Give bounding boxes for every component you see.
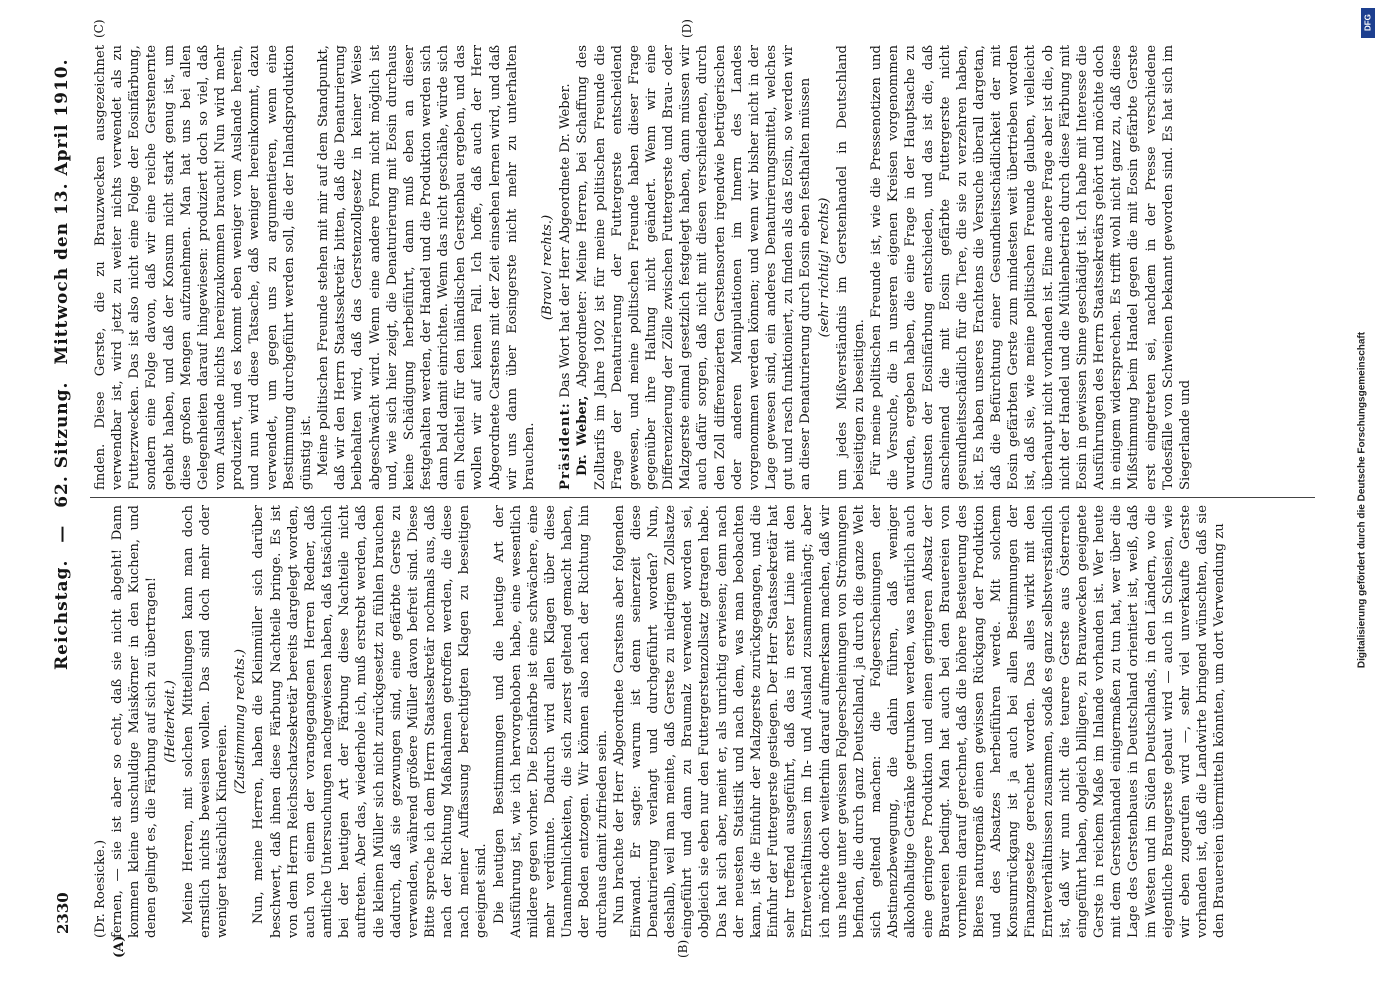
funding-note <box>1347 0 1377 1000</box>
running-head <box>52 40 78 940</box>
margin-marker-d: (D) <box>680 19 694 38</box>
page-number: 2330 <box>54 892 72 934</box>
session-date: Mittwoch den 13. April 1910. <box>52 58 72 365</box>
reaction-note: (Zustimmung rechts.) <box>233 648 249 795</box>
president-text: Das Wort hat der Herr Abgeordnete Dr. Weber. <box>558 83 574 398</box>
reaction-note: (Bravo! rechts.) <box>540 214 556 321</box>
margin-marker-c: (C) <box>92 19 106 38</box>
paragraph: fernen, — sie ist aber so echt, daß sie nicht abgeht! Dann kommen kleine unschuldige Maiskörner in den Kuchen, und denen gelingt es, die Färbung auf sich zu übertragen! <box>110 505 160 938</box>
paragraph: Die heutigen Bestimmungen und die heutige Art der Ausführung ist, wie ich hervorgehoben habe, eine wesentlich mildere gegen vorher. Die Eosinfarbe ist eine schwächere, eine mehr verdünnte. Dadurch wird allen Klagen über diese Unannehmlichkeiten, die sich zuerst geltend gemacht haben, der Boden entzogen. Wir können also nach der Richtung hin durchaus damit zufrieden sein. <box>491 505 610 938</box>
left-column <box>92 505 1317 938</box>
funding-note-text: Digitalisierung gefördert durch die Deutsche Forschungsgemeinschaft <box>1356 331 1368 669</box>
margin-marker-b: (B) <box>676 939 690 958</box>
president-statement <box>557 45 574 490</box>
paragraph: Meine Herren, bei Schaffung des Zolltarifs im Jahre 1902 ist für meine politischen Freunde die Frage der Denaturierung der Futtergerste entscheidend gewesen, und meine politischen Freunde haben dieser Frage gegenüber ihre Haltung nicht geändert. Wenn wir eine Differenzierung der Zölle zwischen Futtergerste und Brau- oder Malzgerste einmal gesetzlich festgelegt haben, dann müssen wir auch dafür sorgen, daß nicht mit diesen verschiedenen, durch den Zoll differenzierten Gerstensorten irgendwie betrügerischen oder anderen Manipulationen im Innern des Landes vorgenommen werden können; und wenn wir bisher nicht in der Lage gewesen sind, ein anderes Denaturierungsmittel, welches gut und rasch funktioniert, zu finden als das Eosin, so werden wir an dieser Denaturierung durch Eosin eben festhalten müssen <box>575 45 814 490</box>
paragraph: Für meine politischen Freunde ist, wie die Pressenotizen und die Versuche, die in unseren eigenen Kreisen vorgenommen wurden, ergeben haben, die eine Frage in der Hauptsache zu Gunsten der Eosinfärbung entschieden, und das ist die, daß anscheinend die mit Eosin gefärbte Futtergerste nicht gesundheitsschädlich für die Tiere, die sie zu verzehren haben, ist. Es haben unseres Erachtens die Versuche überall dargetan, daß die Befürchtung einer Gesundheitsschädlichkeit der mit Eosin gefärbten Gerste zum mindesten weit übertrieben worden ist, daß sie, wie meine politischen Freunde glauben, vielleicht überhaupt nicht vorhanden ist. Eine andere Frage aber ist die, ob nicht der Handel und die Mühlenbetrieb durch diese Färbung mit Eosin in gewissen Sinne geschädigt ist. Ich habe mit Interesse die Ausführungen des Herrn Staatssekretärs gehört und möchte doch in einigem widersprechen. Es trifft wohl nicht ganz zu, daß diese Mißstimmung beim Handel gegen die mit Eosin gefärbte Gerste erst eingetreten sei, nachdem in der Presse verschiedene Todesfälle von Schweinen bekannt geworden sind. Es hat sich im Siegerlande und <box>869 45 1193 490</box>
session-number: 62. Sitzung. <box>52 381 72 508</box>
right-column <box>92 45 1317 490</box>
speaker-intro <box>574 45 814 490</box>
paragraph: Nun, meine Herren, haben die Kleinmüller sich darüber beschwert, daß ihnen diese Färbung Nachteile bringe. Es ist von dem Herrn Reichsschatzsekretär bereits dargelegt worden, auch von einem der vorangegangenen Herren Redner, daß amtliche Untersuchungen nachgewiesen haben, daß tatsächlich bei der heutigen Art der Färbung diese Nachteile nicht auftreten. Aber das, wiederhole ich, muß erstrebt werden, daß die kleinen Müller sich nicht zurückgesetzt zu fühlen brauchen dadurch, daß sie gezwungen sind, eine gefärbte Gerste zu verwenden, während größere Müller davon befreit sind. Diese Bitte spreche ich dem Herrn Staatssekretär nochmals aus, daß nach der Richtung Maßnahmen getroffen werden, die diese nach meiner Auffassung berechtigten Klagen zu beseitigen geeignet sind. <box>251 505 490 938</box>
speaker-tag: (Dr. Roesicke.) <box>93 839 108 938</box>
reaction-note: (Heiterkeit.) <box>162 680 178 763</box>
paragraph: Nun brachte der Herr Abgeordnete Carstens aber folgenden Einwand. Er sagte: warum ist denn seinerzeit diese Denaturierung verlangt und durchgeführt worden? Nun, deshalb, weil man meinte, daß Gerste zu niedrigem Zollsatze eingeführt und dann zu Braumalz verwendet worden sei, obgleich sie eben nur den Futtergerstenzollsatz getragen habe. Das hat sich aber, meint er, als unrichtig erwiesen; denn nach der neuesten Statistik und nach dem, was man beobachten kann, ist die Einfuhr der Malzgerste zurückgegangen, und die Einfuhr der Futtergerste gestiegen. Der Herr Staatssekretär hat sehr treffend ausgeführt, daß das in erster Linie mit den Ernteverhältnissen im In- und Ausland zusammenhängt; aber ich möchte doch weiterhin darauf aufmerksam machen, daß wir uns heute unter gewissen Folgeerscheinungen von Strömungen befinden, die durch ganz Deutschland, ja durch die ganze Welt sich geltend machen: die Folgeerscheinungen der Abstinenzbewegung, die dahin führen, daß weniger alkoholhaltige Getränke getrunken werden, was natürlich auch eine geringere Produktion und einen geringeren Absatz der Brauereien bedingt. Man hat auch bei den Brauereien von vornherein darauf gerechnet, daß die höhere Besteuerung des Bieres naturgemäß einen gewissen Rückgang der Produktion und des Absatzes herbeiführen werde. Mit solchem Konsumrückgang ist ja auch bei allen Bestimmungen der Finanzgesetze gerechnet worden. Das alles wirkt mit den Ernteverhältnissen zusammen, sodaß es ganz selbstverständlich ist, daß wir nun nicht die teurere Gerste aus Österreich eingeführt haben, obgleich billigere, zu Brauzwecken geeignete Gerste in reichem Maße im Inlande vorhanden ist. Wer heute mit dem Gerstenhandel einigermaßen zu tun hat, wer über die Lage des Gerstenbaues in Deutschland orientiert ist, weiß, daß im Westen und im Süden Deutschlands, in den Ländern, wo die eigentliche Braugerste gebaut wird — auch in Schlesien, wie wir eben zugerufen wird —, sehr viel unverkaufte Gerste vorhanden ist, daß die Landwirte bringend wünschten, daß sie den Brauereien übermitteln könnten, um dort Verwendung zu <box>611 505 1228 938</box>
chamber-name: Reichstag. <box>52 559 72 670</box>
column-divider <box>90 497 1315 498</box>
speaker-name: Dr. Weber, <box>575 395 591 476</box>
paragraph: finden. Diese Gerste, die zu Brauzwecken ausgezeichnet verwendbar ist, wird jetzt zu weiter nichts verwendet als zu Futterzwecken. Das ist also nicht eine Folge der Eosinfärbung, sondern eine Folge davon, daß wir eine reiche Gerstenernte gehabt haben, und daß der Konsum nicht stark genug ist, um diese großen Mengen aufzunehmen. Man hat uns bei allen Gelegenheiten darauf hingewiesen: produziert doch so viel, daß vom Auslande nichts hereinzukommen braucht! Nun wird mehr produziert, und es kommt eben weniger vom Auslande herein, und nun wird diese Tatsache, daß weniger hereinkommt, dazu verwendet, um gegen uns zu argumentieren, wenn eine Bestimmung durchgeführt werden soll, die der Inlandsproduktion günstig ist. <box>93 45 314 490</box>
speaker-role: Abgeordneter: <box>575 290 591 388</box>
dfg-logo: DFG <box>1361 8 1375 38</box>
paragraph: Meine Herren, mit solchen Mitteilungen kann man doch ernstlich nichts beweisen wollen. Das sind doch mehr oder weniger tatsächlich Kindereien. <box>180 505 231 938</box>
reaction-note: (sehr richtig! rechts) <box>816 197 832 338</box>
paragraph: um jedes Mißverständnis im Gerstenhandel in Deutschland beiseitigen zu beseitigen. <box>834 45 867 490</box>
head-dash: — <box>52 524 72 543</box>
paragraph: Meine politischen Freunde stehen mit mir auf dem Standpunkt, daß wir den Herrn Staatssekretär bitten, daß die Denaturierung beibehalten wird, daß das Gerstenzollgesetz in keiner Weise abgeschwächt wird. Wenn eine andere Form nicht möglich ist und, wie sich hier zeigt, die Denaturierung mit Eosin durchaus keine Schädigung herbeiführt, dann muß eben an dieser festgehalten werden, der Handel und die Produktion werden sich dann bald damit einrichten. Wenn das nicht geschähe, würde sich ein Nachteil für den inländischen Gerstenbau ergeben, und das wollen wir auf keinen Fall. Ich hoffe, daß auch der Herr Abgeordnete Carstens mit der Zeit einsehen lernen wird, und daß wir uns dann über Eosingerste nicht mehr zu unterhalten brauchen. <box>316 45 537 490</box>
president-label: Präsident: <box>558 401 574 490</box>
running-title <box>52 48 72 670</box>
margin-marker-a: (A) <box>112 935 127 958</box>
